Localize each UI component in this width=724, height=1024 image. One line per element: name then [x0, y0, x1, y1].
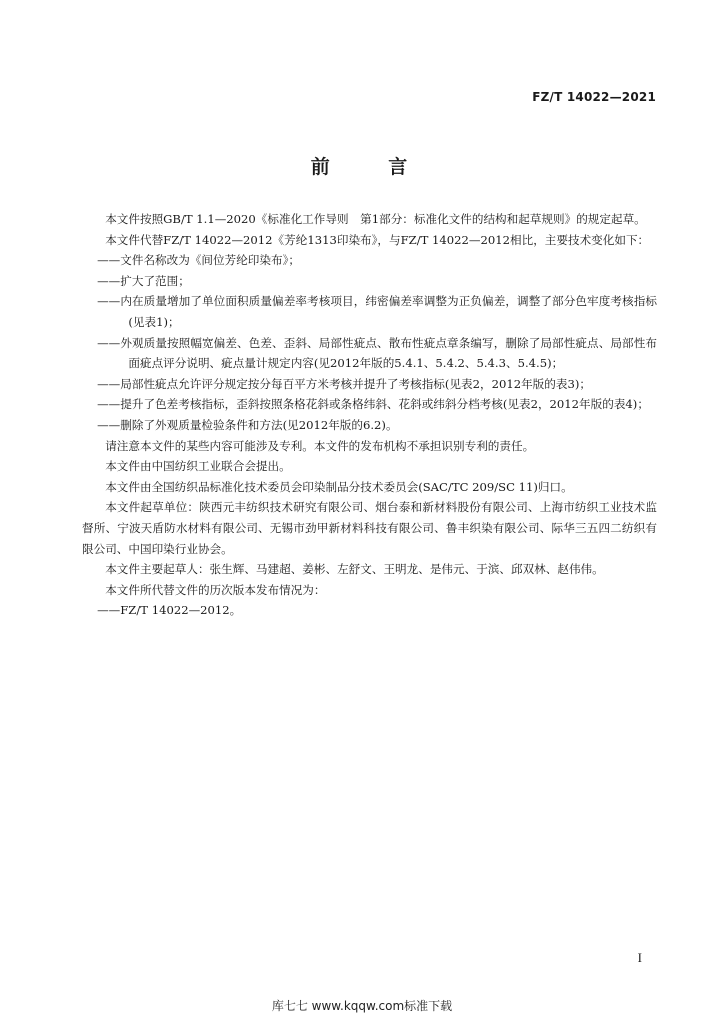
change-item: ——删除了外观质量检验条件和方法(见2012年版的6.2)。: [97, 417, 398, 432]
paragraph-patent-notice: 请注意本文件的某些内容可能涉及专利。本文件的发布机构不承担识别专利的责任。: [105, 438, 535, 453]
standard-code: FZ/T 14022—2021: [532, 90, 656, 104]
change-item: ——外观质量按照幅宽偏差、色差、歪斜、局部性疵点、散布性疵点章条编写，删除了局部性疵点、局部性布面疵点评分说明、疵点量计规定内容(见2012年版的5.4.1、5.4.2、5.4.3、5.4.5)；: [97, 335, 657, 371]
paragraph-drafting-rules: 本文件按照GB/T 1.1—2020《标准化工作导则 第1部分：标准化文件的结构和起草规则》的规定起草。: [105, 212, 646, 226]
change-item: ——局部性疵点允许评分规定按分每百平方米考核并提升了考核指标(见表2，2012年版的表3)；: [97, 376, 591, 391]
foreword-body: [82, 209, 657, 621]
paragraph-drafters: 本文件主要起草人：张生辉、马建超、姜彬、左舒文、王明龙、是伟元、于滨、邱双林、赵伟伟。: [105, 562, 604, 577]
history-item: ——FZ/T 14022—2012。: [97, 603, 242, 618]
paragraph-proposed-by: 本文件由中国纺织工业联合会提出。: [105, 459, 291, 474]
paragraph-drafting-units: 本文件起草单位：陕西元丰纺织技术研究有限公司、烟台泰和新材料股份有限公司、上海市纺织工业技术监督所、宁波天盾防水材料有限公司、无锡市劲甲新材料科技有限公司、鲁丰织染有限公司、际华三五四二纺织有限公司、中国印染行业协会。: [82, 500, 657, 556]
paragraph-replaces: 本文件代替FZ/T 14022—2012《芳纶1313印染布》，与FZ/T 14022—2012相比，主要技术变化如下：: [105, 232, 650, 247]
page-number: I: [637, 950, 642, 965]
change-item: ——扩大了范围；: [97, 273, 190, 288]
paragraph-history-intro: 本文件所代替文件的历次版本发布情况为：: [105, 582, 326, 597]
paragraph-administered-by: 本文件由全国纺织品标准化技术委员会印染制品分技术委员会(SAC/TC 209/SC 11)归口。: [105, 479, 573, 494]
change-item: ——提升了色差考核指标，歪斜按照条格花斜或条格纬斜、花斜或纬斜分档考核(见表2，2012年版的表4)；: [97, 397, 649, 412]
download-watermark: 库七七 www.kqqw.com标准下载: [271, 999, 453, 1013]
change-item: ——文件名称改为《间位芳纶印染布》；: [97, 253, 300, 268]
page-title: 前 言: [310, 156, 434, 178]
change-item: ——内在质量增加了单位面积质量偏差率考核项目，纬密偏差率调整为正负偏差，调整了部分色牢度考核指标(见表1)；: [97, 294, 657, 329]
